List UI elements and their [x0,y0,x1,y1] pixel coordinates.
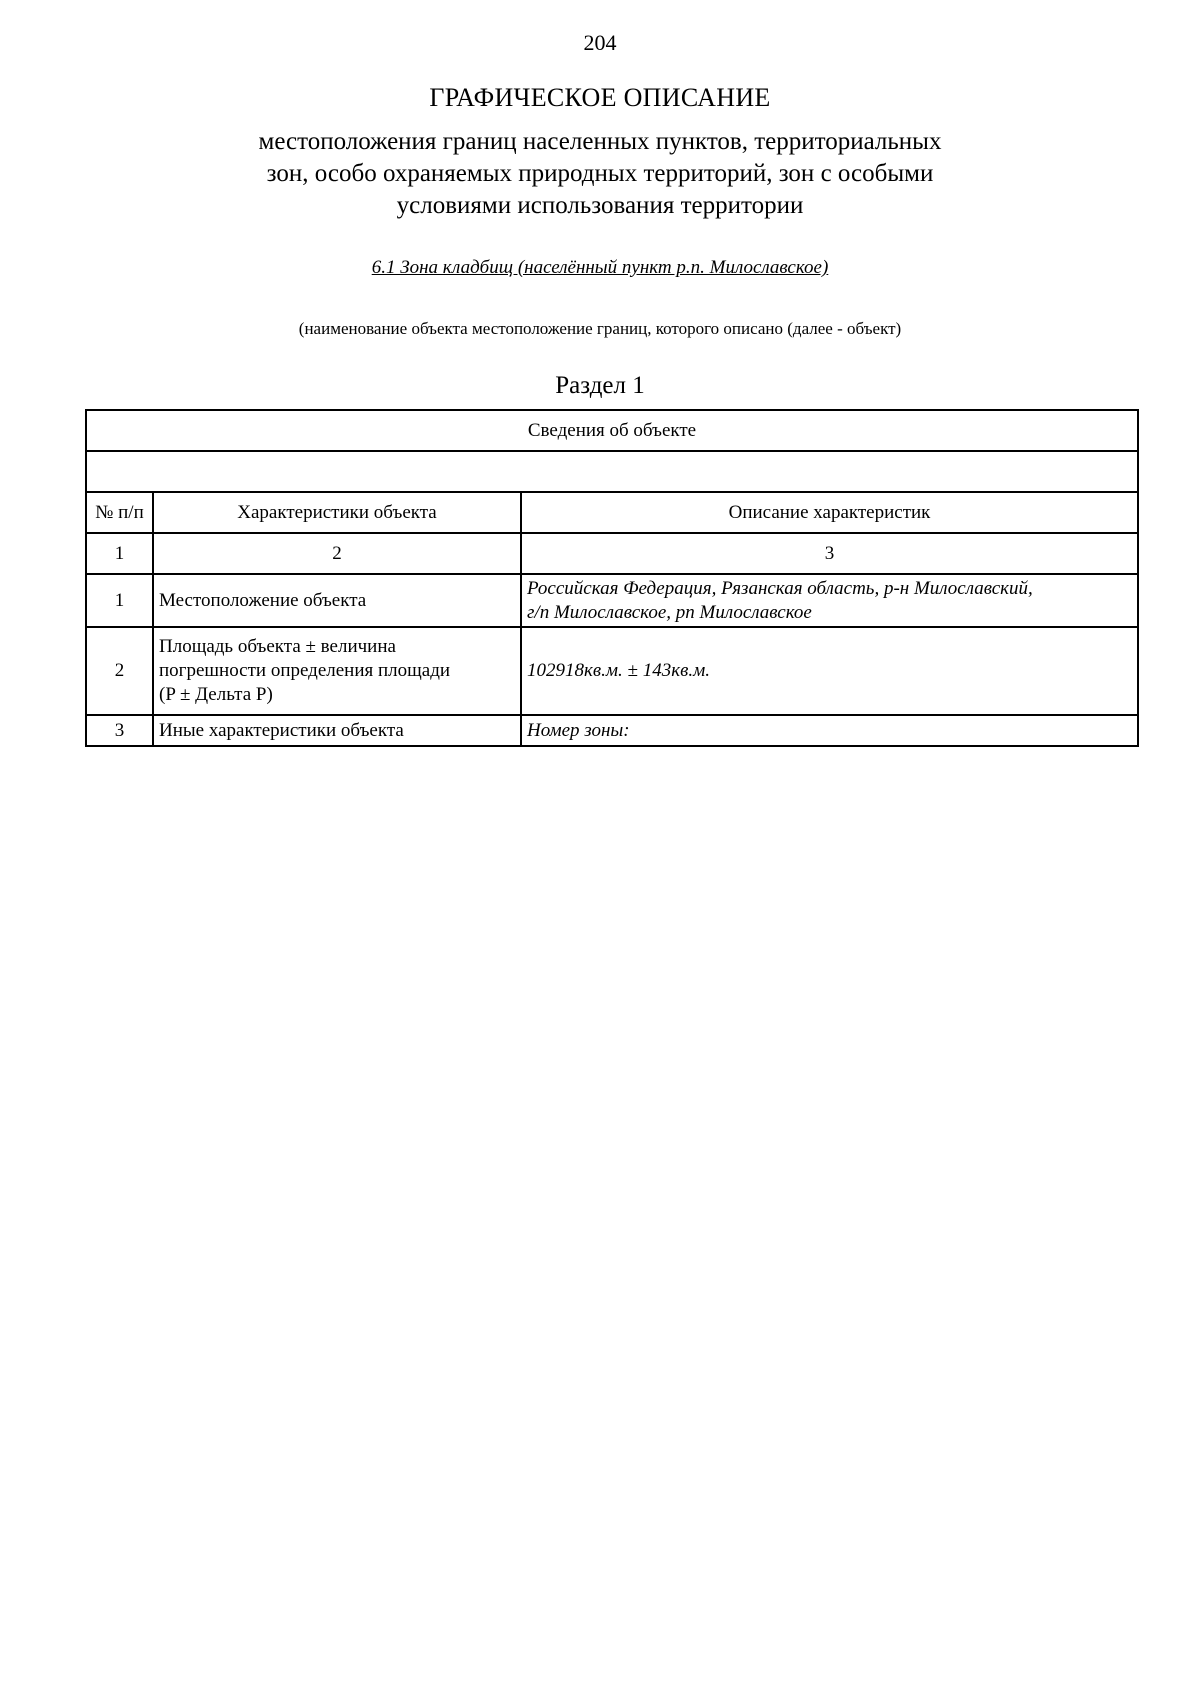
row-characteristic-line-3: (P ± Дельта P) [159,684,273,705]
row-description-line-2: г/п Милославское, рп Милославское [527,601,812,623]
object-name: 6.1 Зона кладбищ (населённый пункт р.п. Милославское) [371,257,829,278]
row-characteristic [153,627,521,715]
page-number: 204 [583,30,617,55]
row-description: Номер зоны: [521,715,1138,746]
row-number: 2 [86,627,153,715]
row-characteristic: Местоположение объекта [153,574,521,627]
row-characteristic: Иные характеристики объекта [153,715,521,746]
row-characteristic-line-2: погрешности определения площади [159,660,451,681]
document-subtitle [150,126,1050,222]
column-number-1: 1 [86,533,153,574]
document-title: ГРАФИЧЕСКОЕ ОПИСАНИЕ [429,83,771,112]
row-characteristic-line-1: Площадь объекта ± величина [159,636,396,657]
row-number: 3 [86,715,153,746]
table-column-header-row [86,492,1138,533]
object-info-table [85,409,1139,747]
row-description [521,574,1138,627]
subtitle-line-3: условиями использования территории [396,192,804,219]
object-caption: (наименование объекта местоположение границ, которого описано (далее - объект) [298,319,902,338]
row-number: 1 [86,574,153,627]
subtitle-line-1: местоположения границ населенных пунктов, территориальных [258,128,942,155]
column-header-description: Описание характеристик [521,492,1138,533]
table-header-row [86,410,1138,451]
column-number-2: 2 [153,533,521,574]
table-header: Сведения об объекте [86,410,1138,451]
column-header-characteristic: Характеристики объекта [153,492,521,533]
table-empty-cell [86,451,1138,492]
table-column-number-row [86,533,1138,574]
table-row [86,627,1138,715]
table-empty-row [86,451,1138,492]
row-description: 102918кв.м. ± 143кв.м. [521,627,1138,715]
subtitle-line-2: зон, особо охраняемых природных территорий, зон с особыми [266,160,934,187]
table-row [86,715,1138,746]
row-description-line-1: Российская Федерация, Рязанская область, р-н Милославский, [527,577,1033,599]
column-number-3: 3 [521,533,1138,574]
section-title: Раздел 1 [555,372,645,399]
table-row [86,574,1138,627]
column-header-number: № п/п [86,492,153,533]
